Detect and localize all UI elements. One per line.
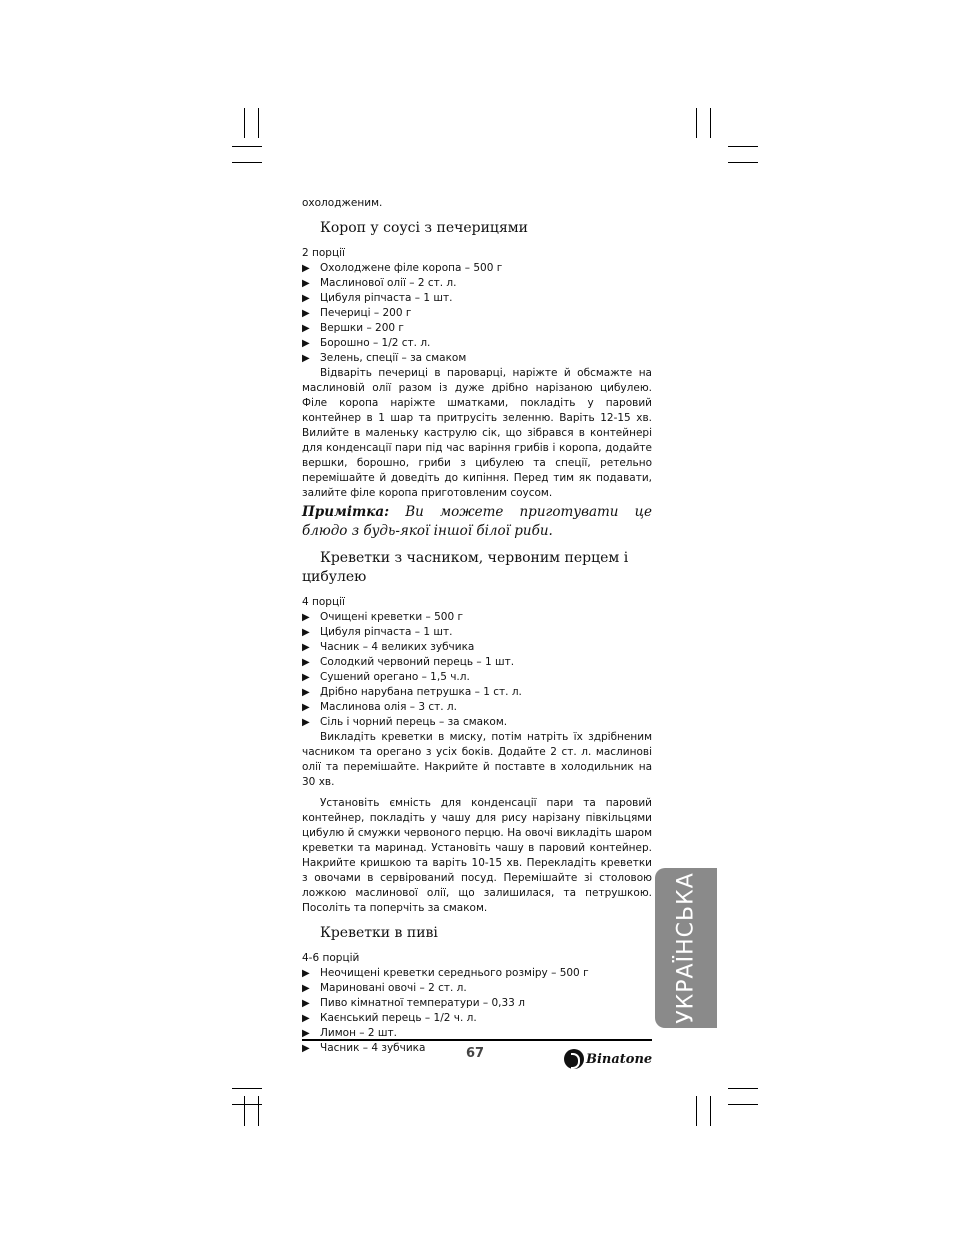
crop-mark [258,108,259,138]
instruction-paragraph: Відваріть печериці в пароварці, наріжте й обсмажте на маслиновій олії разом із дуже дрібно нарізаною цибулею. Філе коропа наріжте шматками, покладіть у паровий контейнер в 1 шар та притрусіть зеленню. Варіть 12-15 хв. Вилийте в маленьку каструлю сік, що зібрався в контейнері для конденсації пари під час варіння грибів і коропа, додайте вершки, борошно, гриби з цибулею та спеції, ретельно перемішайте й доведіть до кипіння. Перед тим як подавати, залийте філе коропа приготовленим соусом. [302,367,652,499]
crop-mark [244,108,245,138]
bullet-icon: ▶ [302,717,310,728]
instruction-paragraph: Установіть ємність для конденсації пари та паровий контейнер, покладіть у чашу для рису нарізану півкільцями цибулю й смужки червоного перцю. На овочі викладіть шаром креветки та маринад. Установіть чашу в паровий контейнер. Накрийте кришкою та варіть 10-15 хв. Перекладіть креветки з овочами в сервірований посуд. Перемішайте зі столовою ложкою маслинової олії, що залишилася, та петрушкою. Посоліть та поперчіть за смаком. [302,797,652,914]
bullet-icon: ▶ [302,1013,310,1024]
ingredient-item: ▶ Сіль і чорний перець – за смаком. [302,716,508,728]
page-content [302,196,652,1056]
recipe-beer-shrimp [302,924,652,1056]
bullet-icon: ▶ [302,998,310,1009]
footer-rule [302,1039,652,1041]
page-number: 67 [466,1046,485,1061]
servings: 4 порції [302,596,345,608]
bullet-icon: ▶ [302,263,310,274]
crop-mark [728,1104,758,1105]
instruction-paragraph: Викладіть креветки в миску, потім натріть їх здрібненим часником та орегано з усіх боків. Додайте 2 ст. л. маслинові олії та перемішайте. Накрийте й поставте в холодильник на 30 хв. [302,731,652,788]
crop-mark [710,108,711,138]
crop-mark [244,1096,245,1126]
ingredient-item: ▶ Часник – 4 зубчика [302,1042,426,1054]
ingredient-list [302,966,652,1056]
crop-mark [728,1088,758,1089]
recipe-garlic-shrimp [302,549,652,916]
ingredient-item: ▶ Маслинова олія – 3 ст. л. [302,701,457,713]
recipe-title: Креветки в пиві [320,925,438,941]
brand-name: Binatone [586,1051,653,1067]
language-tab [655,868,717,1028]
bullet-icon: ▶ [302,1028,310,1039]
ingredient-item: ▶ Солодкий червоний перець – 1 шт. [302,656,515,668]
ingredient-item: ▶ Дрібно нарубана петрушка – 1 ст. л. [302,686,522,698]
ingredient-item: ▶ Лимон – 2 шт. [302,1027,397,1039]
note-text: Ви можете приготувати це блюдо з будь-якої іншої білої риби. [302,504,653,539]
crop-mark [728,162,758,163]
bullet-icon: ▶ [302,627,310,638]
recipe-title: Креветки з часником, червоним перцем і цибулею [302,550,629,585]
bullet-icon: ▶ [302,1043,310,1054]
bullet-icon: ▶ [302,642,310,653]
ingredient-item: ▶ Зелень, спеції – за смаком [302,352,467,364]
bullet-icon: ▶ [302,353,310,364]
bullet-icon: ▶ [302,293,310,304]
bullet-icon: ▶ [302,278,310,289]
recipe-title: Короп у соусі з печерицями [320,220,528,236]
bullet-icon: ▶ [302,308,310,319]
crop-mark [696,108,697,138]
crop-mark [258,1096,259,1126]
bullet-icon: ▶ [302,338,310,349]
bullet-icon: ▶ [302,983,310,994]
ingredient-item: ▶ Часник – 4 великих зубчика [302,641,475,653]
bullet-icon: ▶ [302,672,310,683]
intro-line: охолодженим. [302,197,383,209]
brand-mark-icon [564,1049,584,1069]
crop-mark [232,146,262,147]
bullet-icon: ▶ [302,687,310,698]
crop-mark [710,1096,711,1126]
ingredient-list [302,610,652,730]
crop-mark [728,146,758,147]
bullet-icon: ▶ [302,323,310,334]
ingredient-item: ▶ Сушений орегано – 1,5 ч.л. [302,671,470,683]
crop-mark [696,1096,697,1126]
servings: 2 порції [302,247,345,259]
bullet-icon: ▶ [302,968,310,979]
ingredient-list [302,261,652,366]
servings: 4-6 порцій [302,952,360,964]
ingredient-item: ▶ Пиво кімнатної температури – 0,33 л [302,997,525,1009]
bullet-icon: ▶ [302,657,310,668]
ingredient-item: ▶ Печериці – 200 г [302,307,412,319]
bullet-icon: ▶ [302,612,310,623]
brand-logo [564,1048,652,1070]
crop-mark [232,1088,262,1089]
ingredient-item: ▶ Неочищені креветки середнього розміру – 500 г [302,967,589,979]
language-tab-label: УКРАЇНСЬКА [673,872,699,1024]
note-label: Примітка: [302,504,390,520]
ingredient-item: ▶ Очищені креветки – 500 г [302,611,463,623]
ingredient-item: ▶ Мариновані овочі – 2 ст. л. [302,982,467,994]
ingredient-item: ▶ Каєнський перець – 1/2 ч. л. [302,1012,477,1024]
note [302,503,652,541]
ingredient-item: ▶ Вершки – 200 г [302,322,404,334]
recipe-carp [302,219,652,541]
ingredient-item: ▶ Маслинової олії – 2 ст. л. [302,277,457,289]
ingredient-item: ▶ Цибуля ріпчаста – 1 шт. [302,626,453,638]
ingredient-item: ▶ Цибуля ріпчаста – 1 шт. [302,292,453,304]
bullet-icon: ▶ [302,702,310,713]
crop-mark [232,162,262,163]
ingredient-item: ▶ Борошно – 1/2 ст. л. [302,337,431,349]
ingredient-item: ▶ Охолоджене філе коропа – 500 г [302,262,503,274]
